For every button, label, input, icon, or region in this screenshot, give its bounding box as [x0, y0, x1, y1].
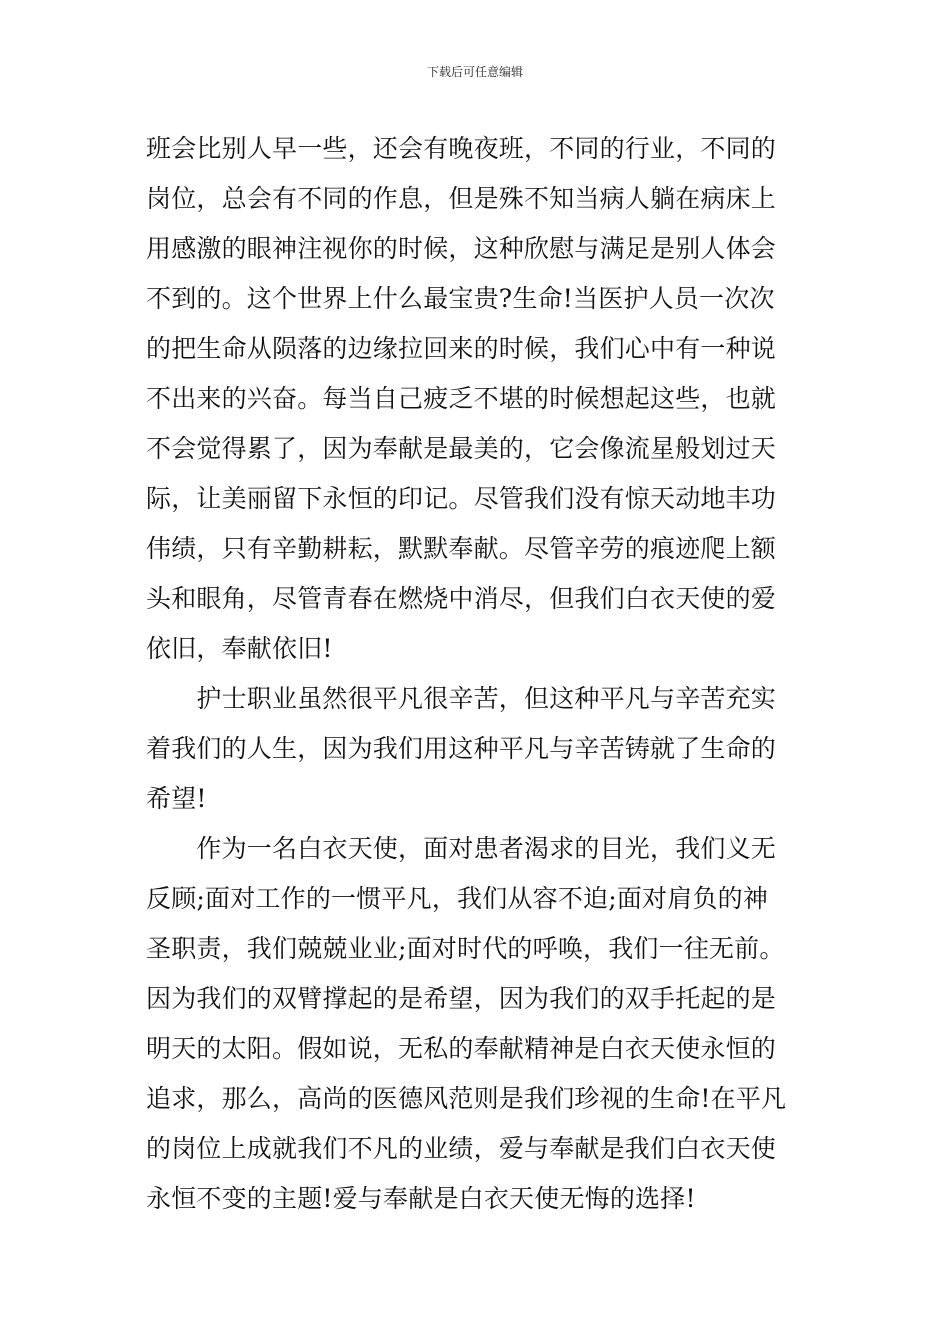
text-line: 不出来的兴奋。每当自己疲乏不堪的时候想起这些，也就 — [146, 384, 777, 413]
text-line: 因为我们的双臂撑起的是希望，因为我们的双手托起的是 — [146, 984, 777, 1013]
text-line: 永恒不变的主题!爱与奉献是白衣天使无悔的选择! — [146, 1184, 696, 1213]
text-line: 用感激的眼神注视你的时候，这种欣慰与满足是别人体会 — [146, 234, 777, 263]
text-line: 不会觉得累了，因为奉献是最美的，它会像流星般划过天 — [146, 434, 777, 463]
page-header: 下载后可任意编辑 — [426, 65, 523, 79]
text-line: 护士职业虽然很平凡很辛苦，但这种平凡与辛苦充实 — [146, 684, 777, 713]
text-line: 伟绩，只有辛勤耕耘，默默奉献。尽管辛劳的痕迹爬上额 — [146, 534, 777, 563]
text-line: 不到的。这个世界上什么最宝贵?生命!当医护人员一次次 — [146, 284, 775, 313]
text-line: 圣职责，我们兢兢业业;面对时代的呼唤，我们一往无前。 — [146, 934, 785, 963]
document-body — [146, 124, 810, 1224]
text-line: 的把生命从陨落的边缘拉回来的时候，我们心中有一种说 — [146, 334, 777, 363]
text-line: 际，让美丽留下永恒的印记。尽管我们没有惊天动地丰功 — [146, 484, 777, 513]
text-line: 作为一名白衣天使，面对患者渴求的目光，我们义无 — [146, 834, 777, 863]
text-line: 的岗位上成就我们不凡的业绩，爱与奉献是我们白衣天使 — [146, 1134, 777, 1163]
text-line: 班会比别人早一些，还会有晚夜班，不同的行业，不同的 — [146, 134, 777, 163]
text-line: 反顾;面对工作的一惯平凡，我们从容不迫;面对肩负的神 — [146, 884, 769, 913]
text-line: 明天的太阳。假如说，无私的奉献精神是白衣天使永恒的 — [146, 1034, 777, 1063]
text-line: 追求，那么，高尚的医德风范则是我们珍视的生命!在平凡 — [146, 1084, 787, 1113]
text-line: 依旧，奉献依旧! — [146, 634, 333, 663]
text-line: 希望! — [146, 784, 207, 813]
text-line: 岗位，总会有不同的作息，但是殊不知当病人躺在病床上 — [146, 184, 777, 213]
text-line: 着我们的人生，因为我们用这种平凡与辛苦铸就了生命的 — [146, 734, 777, 763]
text-line: 头和眼角，尽管青春在燃烧中消尽，但我们白衣天使的爱 — [146, 584, 777, 613]
